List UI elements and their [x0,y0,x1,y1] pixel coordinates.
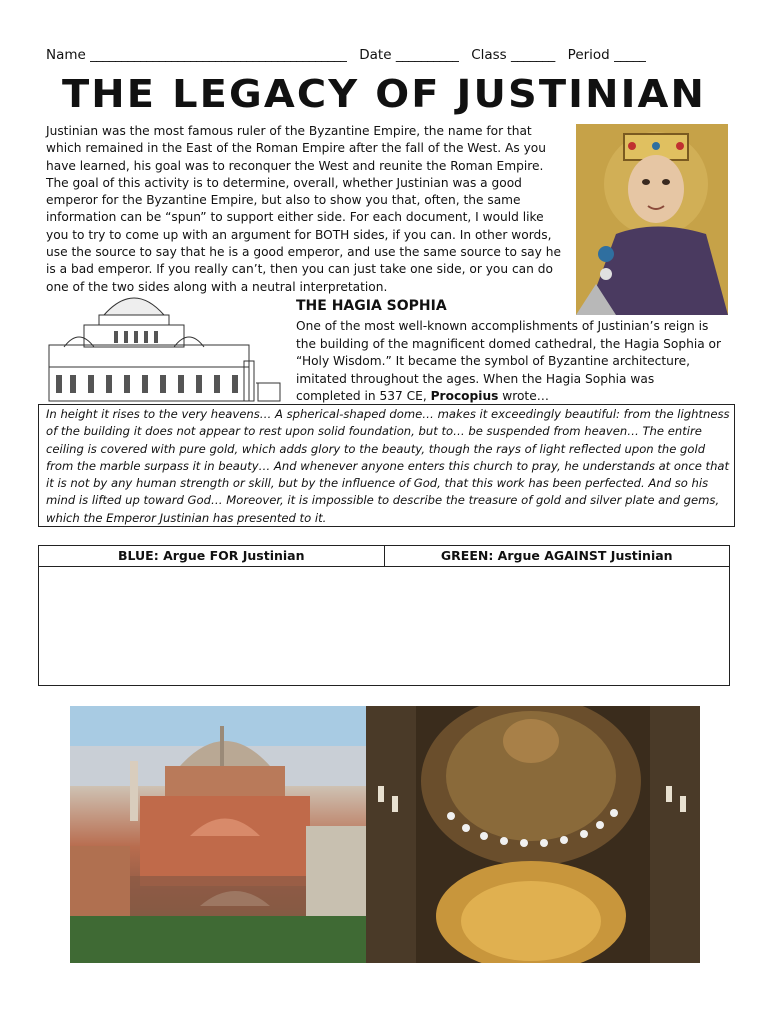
justinian-mosaic-portrait-icon [576,124,728,315]
date-field[interactable]: __________ [395,47,459,63]
intro-paragraph: Justinian was the most famous ruler of the Byzantine Empire, the name for that which remained in the East of the Roman Empire after the fall of the West. As you have learned, his goal was to reconquer the West and reunite the Roman Empire. The goal of this activity is to determine, overall, whether Justinian was a good emperor for the Byzantine Empire, but also to show you that, often, the same information can be “spun” to support either side. For each document, I would like you to try to come up with an argument for BOTH sides, if you can. In other words, use the source to say that he is a good emperor, and use the same source to say he is a bad emperor. If you really can’t, then you can just take one side, or you can do one of the two sides along with a neutral interpretation. [46,124,561,294]
hagia-sophia-line-drawing-icon [44,287,284,403]
procopius-quote: In height it rises to the very heavens… A spherical-shaped dome… makes it exceedingly beautiful: from the lightness of the building it does not appear to rest upon solid foundation, but to… be suspended from heaven… The entire ceiling is covered with pure gold, which adds glory to the beauty, though the rays of light reflected upon the gold from the marble surpass it in beauty… And whenever anyone enters this church to pray, he understands at once that it is not by any human strength or skill, but by the influence of God, that this work has been perfected. And so his mind is lifted up toward God… Moreover, it is impossible to describe the treasure of gold and silver plate and gems, which the Emperor Justinian has presented to it. [38,404,735,527]
argue-against-header: GREEN: Argue AGAINST Justinian [440,548,673,563]
hagia-sophia-paragraph [296,318,721,406]
argument-table [38,545,730,686]
procopius-name: Procopius [430,389,499,403]
period-label: Period [567,47,610,63]
hagia-sophia-heading: THE HAGIA SOPHIA [296,298,447,314]
period-field[interactable]: _____ [614,47,646,63]
argument-table-header [39,546,729,567]
argue-for-header: BLUE: Argue FOR Justinian [39,546,385,566]
hagia-sophia-dome-interior-photo-icon [366,706,700,963]
date-label: Date [359,47,392,63]
name-field[interactable]: _________________________________________ [90,47,347,63]
hagia-sophia-exterior-photo-icon [70,706,366,963]
name-label: Name [46,47,86,63]
page-title: THE LEGACY OF JUSTINIAN [61,72,707,116]
argument-answer-area[interactable] [39,567,729,686]
hagia-sophia-text: One of the most well-known accomplishments of Justinian’s reign is the building of the magnificent domed cathedral, the Hagia Sophia or “Holy Wisdom.” It became the symbol of Byzantine architecture, imitated throughout the ages. When the Hagia Sophia was completed in 537 CE, [296,319,722,403]
student-info-line [46,47,726,63]
hagia-sophia-text-end: wrote… [498,389,549,403]
class-label: Class [471,47,507,63]
class-field[interactable]: _______ [511,47,555,63]
